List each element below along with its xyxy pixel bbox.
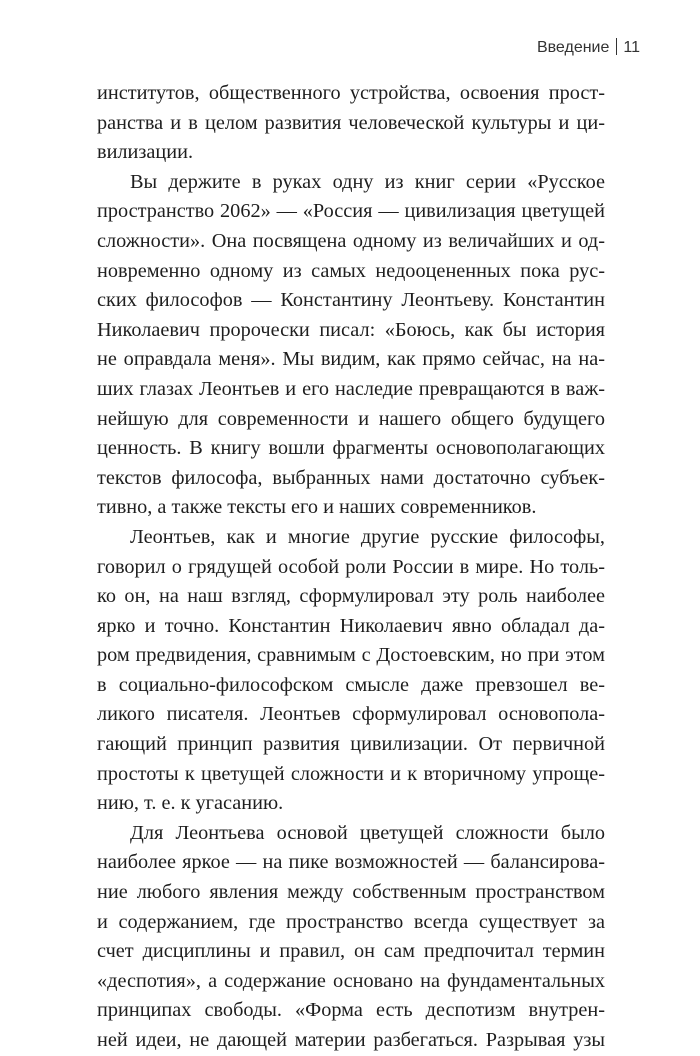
text-line: ко он, на наш взгляд, сформулировал эту роль наиболее (97, 585, 605, 608)
text-line: счет дисциплины и правил, он сам предпочитал термин (97, 940, 605, 963)
text-line: ранства и в целом развития человеческой культуры и ци- (97, 111, 605, 134)
text-line: принципах свободы. «Форма есть деспотизм внутрен- (97, 999, 605, 1022)
text-line: ярко и точно. Константин Николаевич явно обладал да- (97, 614, 605, 637)
text-line: не оправдала меня». Мы видим, как прямо сейчас, на на- (97, 348, 605, 371)
text-line: тивно, а также тексты его и наших современников. (97, 496, 537, 519)
text-line: ских философов — Константину Леонтьеву. Константин (97, 289, 605, 312)
text-line: текстов философа, выбранных нами достаточно субъек- (97, 466, 605, 489)
text-line: Для Леонтьева основой цветущей сложности было (130, 821, 605, 844)
page-number: 11 (623, 39, 640, 56)
text-line: ней идеи, не дающей материи разбегаться. Разрывая узы (97, 1029, 605, 1051)
paragraph (97, 819, 605, 1056)
text-line: ликого писателя. Леонтьев сформулировал основопола- (97, 703, 605, 726)
text-line: Леонтьев, как и многие другие русские философы, (130, 525, 605, 548)
text-line: ценность. В книгу вошли фрагменты основополагающих (97, 437, 605, 460)
text-line: ших глазах Леонтьев и его наследие превращаются в важ- (97, 377, 605, 400)
text-line: и содержанием, где пространство всегда существует за (97, 910, 605, 933)
text-line: наиболее яркое — на пике возможностей — балансирова- (97, 851, 605, 874)
header-divider (616, 38, 617, 55)
section-title: Введение (536, 39, 610, 56)
text-line: Николаевич пророчески писал: «Боюсь, как бы история (97, 318, 605, 341)
text-line: институтов, общественного устройства, освоения прост- (97, 82, 605, 104)
text-line: вилизации. (97, 141, 194, 164)
body-text (97, 79, 605, 1056)
text-line: сложности». Она посвящена одному из величайших и од- (97, 229, 605, 252)
paragraph (97, 523, 605, 819)
text-line: в социально-философском смысле даже превзошел ве- (97, 673, 605, 696)
text-line: гающий принцип развития цивилизации. От первичной (97, 733, 605, 756)
text-line: Вы держите в руках одну из книг серии «Русское (130, 170, 605, 193)
paragraph (97, 168, 605, 523)
text-line: ние любого явления между собственным пространством (97, 881, 605, 904)
text-line: нию, т. е. к угасанию. (97, 792, 284, 815)
text-line: «деспотия», а содержание основано на фундаментальных (97, 969, 605, 992)
text-line: ром предвидения, сравнимым с Достоевским, но при этом (97, 644, 605, 667)
text-line: говорил о грядущей особой роли России в мире. Но толь- (97, 555, 605, 578)
paragraph (97, 79, 605, 168)
text-line: нейшую для современности и нашего общего будущего (97, 407, 605, 430)
text-line: простоты к цветущей сложности и к вторичному упроще- (97, 762, 605, 785)
text-line: новременно одному из самых недооцененных пока рус- (97, 259, 605, 282)
text-line: пространство 2062» — «Россия — цивилизация цветущей (97, 200, 605, 223)
running-head (537, 38, 640, 58)
